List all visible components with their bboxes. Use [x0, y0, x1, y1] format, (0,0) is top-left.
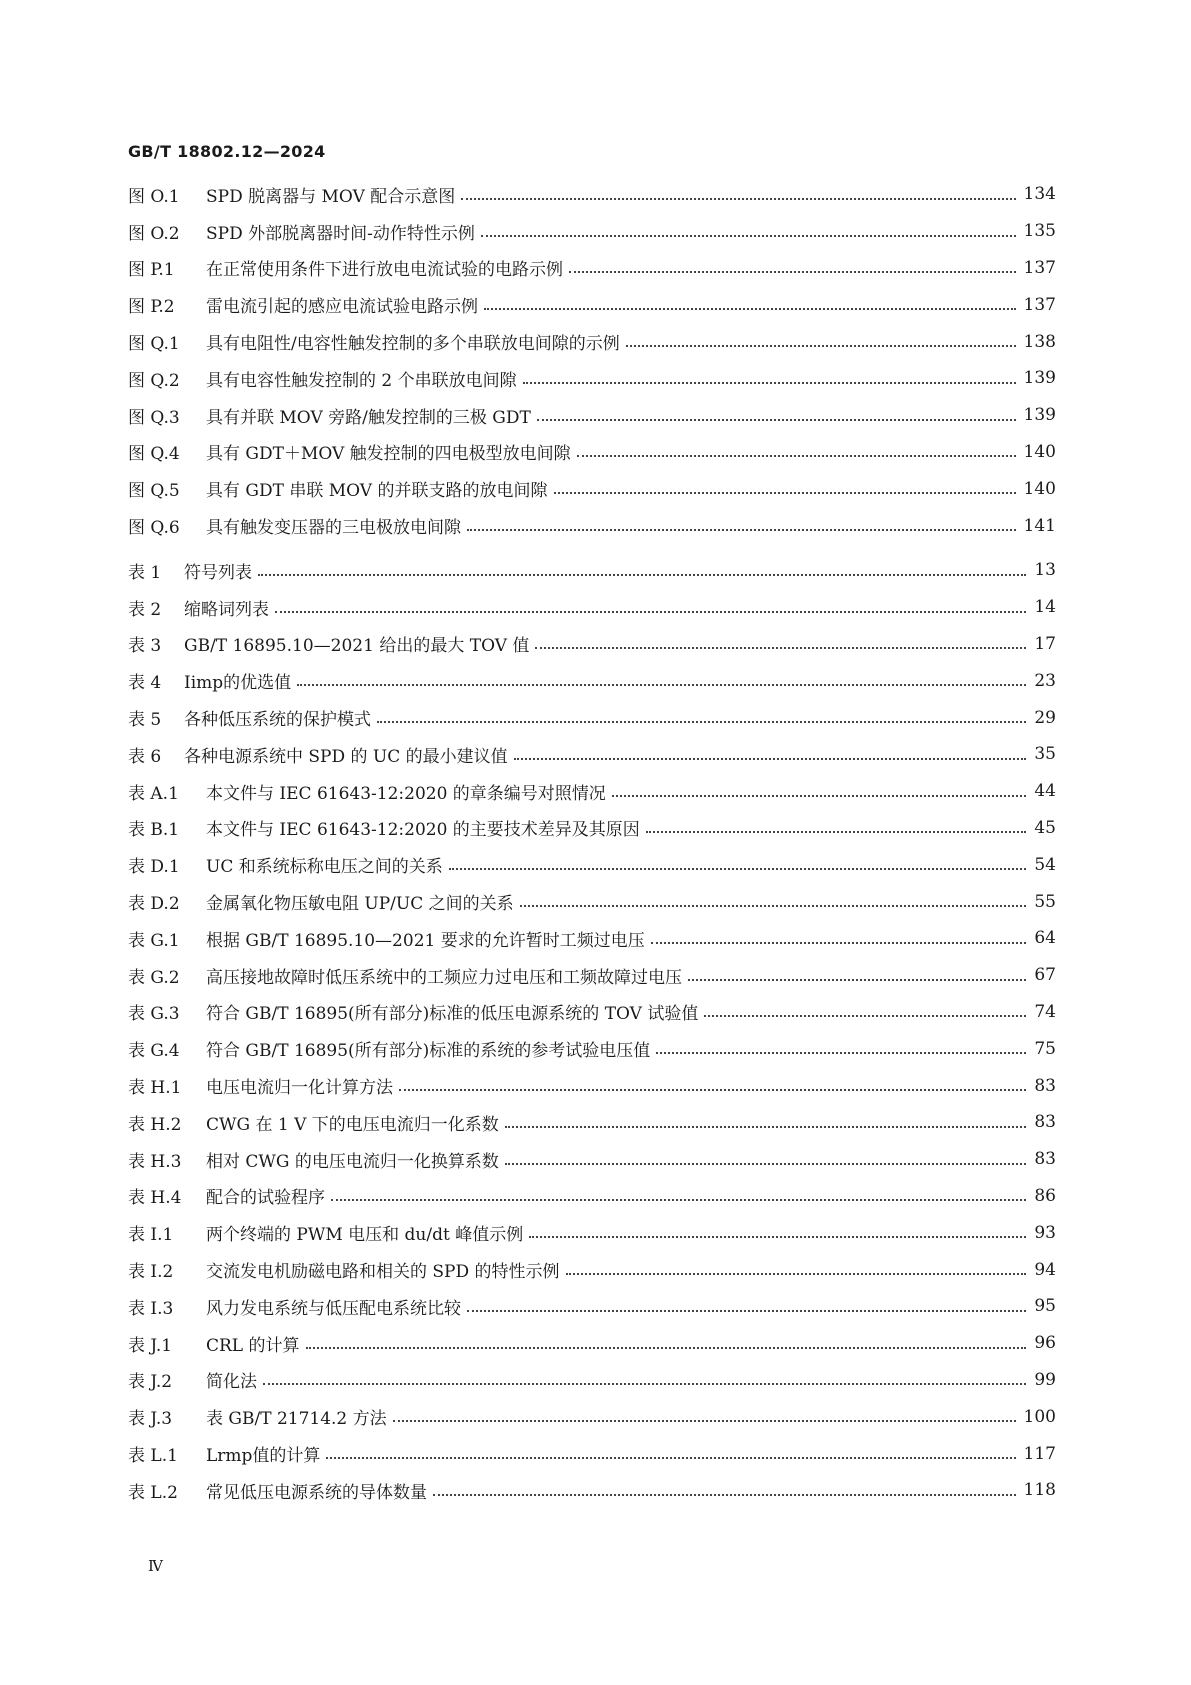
toc-entry-page: 44 — [1034, 781, 1056, 802]
dot-leader — [554, 491, 1016, 494]
dot-leader — [484, 307, 1016, 310]
dot-leader — [331, 1198, 1026, 1201]
dot-leader — [481, 234, 1016, 237]
toc-entry-title: 表 GB/T 21714.2 方法 — [206, 1409, 387, 1430]
toc-entry-page: 94 — [1034, 1259, 1056, 1280]
dot-leader — [461, 197, 1015, 200]
toc-entry-title: 风力发电系统与低压配电系统比较 — [206, 1298, 461, 1319]
toc-entry-page: 54 — [1034, 854, 1056, 875]
toc-entry-page: 93 — [1034, 1222, 1056, 1243]
toc-entry-title: 高压接地故障时低压系统中的工频应力过电压和工频故障过电压 — [206, 967, 682, 988]
toc-entry-label: 表 A.1 — [128, 783, 179, 804]
toc-entry-label: 表 1 — [128, 562, 162, 583]
toc-entry-title: 常见低压电源系统的导体数量 — [206, 1482, 427, 1503]
toc-entry[interactable] — [128, 360, 1056, 397]
dot-leader — [646, 830, 1027, 833]
toc-entry-title: 在正常使用条件下进行放电电流试验的电路示例 — [206, 260, 563, 281]
toc-entry-page: 83 — [1034, 1149, 1056, 1170]
dot-leader — [520, 904, 1027, 907]
toc-entry[interactable] — [128, 1104, 1056, 1141]
toc-entry-label: 表 H.4 — [128, 1188, 182, 1209]
dot-leader — [577, 454, 1016, 457]
toc-entry-label: 图 Q.2 — [128, 370, 180, 391]
toc-entry-title: 两个终端的 PWM 电压和 du/dt 峰值示例 — [206, 1225, 524, 1246]
toc-entry-page: 83 — [1034, 1112, 1056, 1133]
toc-entry-title: Iimp的优选值 — [184, 673, 292, 694]
toc-entry-page: 74 — [1034, 1001, 1056, 1022]
toc-entry[interactable] — [128, 1362, 1056, 1399]
toc-entry-label: 图 P.2 — [128, 297, 175, 318]
toc-entry-label: 表 G.1 — [128, 930, 180, 951]
dot-leader — [467, 528, 1016, 531]
toc-entry-label: 图 O.2 — [128, 223, 180, 244]
toc-entry-label: 表 G.3 — [128, 1004, 180, 1025]
dot-leader — [537, 418, 1016, 421]
toc-entry[interactable] — [128, 286, 1056, 323]
dot-leader — [306, 1346, 1027, 1349]
toc-entry-page: 86 — [1034, 1185, 1056, 1206]
dot-leader — [393, 1419, 1016, 1422]
toc-entry-page: 140 — [1023, 478, 1056, 499]
toc-entry-page: 139 — [1023, 368, 1056, 389]
toc-entry-label: 表 J.3 — [128, 1409, 173, 1430]
toc-entry[interactable] — [128, 1325, 1056, 1362]
dot-leader — [529, 1235, 1026, 1238]
toc-entry-title: UC 和系统标称电压之间的关系 — [206, 857, 443, 878]
toc-entry-title: CWG 在 1 V 下的电压电流归一化系数 — [206, 1114, 499, 1135]
toc-entry[interactable] — [128, 1398, 1056, 1435]
figure-list — [128, 176, 1056, 544]
dot-leader — [467, 1309, 1026, 1312]
toc-entry[interactable] — [128, 920, 1056, 957]
toc-entry-label: 表 H.2 — [128, 1114, 182, 1135]
toc-entry-title: 本文件与 IEC 61643-12:2020 的主要技术差异及其原因 — [206, 820, 640, 841]
toc-entry-label: 图 Q.4 — [128, 444, 180, 465]
toc-entry-page: 135 — [1023, 221, 1056, 242]
toc-entry-label: 图 Q.3 — [128, 407, 180, 428]
toc-entry-label: 图 Q.6 — [128, 518, 180, 539]
toc-entry-label: 表 3 — [128, 636, 162, 657]
toc-entry[interactable] — [128, 773, 1056, 810]
page-number: Ⅳ — [148, 1557, 163, 1575]
toc-entry-page: 96 — [1034, 1333, 1056, 1354]
toc-entry[interactable] — [128, 699, 1056, 736]
toc-entry-title: 各种电源系统中 SPD 的 UC 的最小建议值 — [184, 746, 508, 767]
dot-leader — [523, 381, 1016, 384]
toc-entry-page: 100 — [1023, 1406, 1056, 1427]
dot-leader — [704, 1014, 1026, 1017]
dot-leader — [263, 1382, 1026, 1385]
toc-entry-title: 各种低压系统的保护模式 — [184, 710, 371, 731]
toc-entry-page: 118 — [1023, 1480, 1056, 1501]
toc-entry-label: 表 I.1 — [128, 1225, 174, 1246]
toc-entry-page: 45 — [1034, 817, 1056, 838]
toc-entry-label: 表 G.4 — [128, 1041, 180, 1062]
toc-entry-page: 117 — [1023, 1443, 1056, 1464]
toc-entry[interactable] — [128, 1141, 1056, 1178]
toc-entry-page: 83 — [1034, 1075, 1056, 1096]
toc-entry-title: 交流发电机励磁电路和相关的 SPD 的特性示例 — [206, 1262, 560, 1283]
dot-leader — [535, 646, 1026, 649]
toc-entry[interactable] — [128, 662, 1056, 699]
toc-entry-label: 图 Q.1 — [128, 334, 180, 355]
toc-entry[interactable] — [128, 1030, 1056, 1067]
toc-entry-title: 本文件与 IEC 61643-12:2020 的章条编号对照情况 — [206, 783, 606, 804]
toc-entry[interactable] — [128, 470, 1056, 507]
toc-entry[interactable] — [128, 1288, 1056, 1325]
toc-entry-label: 表 G.2 — [128, 967, 180, 988]
toc-entry-title: 具有 GDT 串联 MOV 的并联支路的放电间隙 — [206, 481, 548, 502]
toc-entry-page: 138 — [1023, 331, 1056, 352]
toc-entry-page: 134 — [1023, 184, 1056, 205]
dot-leader — [275, 610, 1026, 613]
toc-entry-label: 表 H.1 — [128, 1078, 182, 1099]
dot-leader — [569, 270, 1016, 273]
toc-entry[interactable] — [128, 507, 1056, 544]
toc-entry-page: 17 — [1034, 633, 1056, 654]
toc-entry[interactable] — [128, 434, 1056, 471]
toc-entry[interactable] — [128, 994, 1056, 1031]
toc-entry-title: 缩略词列表 — [184, 599, 269, 620]
toc-entry-title: 金属氧化物压敏电阻 UP/UC 之间的关系 — [206, 894, 514, 915]
toc-entry-title: 简化法 — [206, 1372, 257, 1393]
dot-leader — [433, 1493, 1016, 1496]
toc-entry-label: 表 D.1 — [128, 857, 180, 878]
dot-leader — [505, 1162, 1026, 1165]
dot-leader — [399, 1088, 1026, 1091]
toc-entry-page: 137 — [1023, 257, 1056, 278]
toc-entry-page: 99 — [1034, 1369, 1056, 1390]
dot-leader — [297, 683, 1026, 686]
toc-entry-title: 相对 CWG 的电压电流归一化换算系数 — [206, 1151, 499, 1172]
toc-entry-page: 29 — [1034, 707, 1056, 728]
toc-entry[interactable] — [128, 1178, 1056, 1215]
toc-entry-label: 图 O.1 — [128, 186, 180, 207]
toc-entry-title: CRL 的计算 — [206, 1335, 300, 1356]
toc-entry-label: 表 L.1 — [128, 1446, 178, 1467]
toc-entry-title: 具有并联 MOV 旁路/触发控制的三极 GDT — [206, 407, 531, 428]
toc-entry-page: 55 — [1034, 891, 1056, 912]
toc-entry-label: 表 5 — [128, 710, 162, 731]
toc-entry-label: 表 J.1 — [128, 1335, 173, 1356]
dot-leader — [514, 757, 1027, 760]
dot-leader — [566, 1272, 1027, 1275]
toc-entry[interactable] — [128, 589, 1056, 626]
dot-leader — [612, 794, 1027, 797]
toc-entry-title: 符号列表 — [184, 562, 252, 583]
toc-entry-label: 表 I.3 — [128, 1298, 174, 1319]
toc-entry-title: SPD 脱离器与 MOV 配合示意图 — [206, 186, 456, 207]
toc-entry[interactable] — [128, 397, 1056, 434]
toc-entry-title: 符合 GB/T 16895(所有部分)标准的低压电源系统的 TOV 试验值 — [206, 1004, 699, 1025]
toc-entry[interactable] — [128, 846, 1056, 883]
toc-entry-title: 配合的试验程序 — [206, 1188, 325, 1209]
toc-entry-label: 表 2 — [128, 599, 162, 620]
toc-entry[interactable] — [128, 552, 1056, 589]
document-header: GB/T 18802.12—2024 — [128, 142, 326, 161]
dot-leader — [449, 867, 1027, 870]
dot-leader — [656, 1051, 1026, 1054]
dot-leader — [258, 573, 1026, 576]
toc-entry-page: 67 — [1034, 965, 1056, 986]
toc-entry[interactable] — [128, 883, 1056, 920]
toc-entry-page: 139 — [1023, 405, 1056, 426]
dot-leader — [688, 978, 1026, 981]
toc-entry[interactable] — [128, 626, 1056, 663]
toc-entry[interactable] — [128, 1435, 1056, 1472]
dot-leader — [626, 344, 1016, 347]
toc-entry[interactable] — [128, 957, 1056, 994]
toc-entry-title: Lrmp值的计算 — [206, 1446, 321, 1467]
toc-entry-title: 电压电流归一化计算方法 — [206, 1078, 393, 1099]
toc-entry[interactable] — [128, 176, 1056, 213]
dot-leader — [377, 720, 1026, 723]
toc-entry-title: 根据 GB/T 16895.10—2021 要求的允许暂时工频过电压 — [206, 930, 645, 951]
toc-entry-label: 表 D.2 — [128, 894, 180, 915]
toc-entry-page: 35 — [1034, 744, 1056, 765]
toc-entry[interactable] — [128, 250, 1056, 287]
toc-entry-label: 图 Q.5 — [128, 481, 180, 502]
toc-entry-title: 雷电流引起的感应电流试验电路示例 — [206, 297, 478, 318]
toc-entry-label: 表 L.2 — [128, 1482, 178, 1503]
toc-entry[interactable] — [128, 323, 1056, 360]
toc-entry[interactable] — [128, 1214, 1056, 1251]
toc-entry-title: SPD 外部脱离器时间-动作特性示例 — [206, 223, 475, 244]
dot-leader — [651, 941, 1027, 944]
toc-entry-page: 141 — [1023, 515, 1056, 536]
toc-entry-title: 符合 GB/T 16895(所有部分)标准的系统的参考试验电压值 — [206, 1041, 651, 1062]
toc-entry-page: 140 — [1023, 441, 1056, 462]
toc-entry[interactable] — [128, 213, 1056, 250]
toc-entry-page: 64 — [1034, 928, 1056, 949]
toc-entry-title: GB/T 16895.10—2021 给出的最大 TOV 值 — [184, 636, 530, 657]
dot-leader — [326, 1456, 1015, 1459]
toc-entry-page: 13 — [1034, 560, 1056, 581]
toc-entry-label: 表 6 — [128, 746, 162, 767]
toc-entry-label: 图 P.1 — [128, 260, 175, 281]
toc-entry[interactable] — [128, 1251, 1056, 1288]
toc-entry-page: 14 — [1034, 597, 1056, 618]
toc-entry[interactable] — [128, 810, 1056, 847]
toc-entry-label: 表 H.3 — [128, 1151, 182, 1172]
toc-entry[interactable] — [128, 1067, 1056, 1104]
toc-entry-label: 表 I.2 — [128, 1262, 174, 1283]
toc-entry-page: 75 — [1034, 1038, 1056, 1059]
toc-entry[interactable] — [128, 1472, 1056, 1509]
dot-leader — [505, 1125, 1027, 1128]
toc-entry-title: 具有电容性触发控制的 2 个串联放电间隙 — [206, 370, 517, 391]
toc-entry-label: 表 B.1 — [128, 820, 180, 841]
toc-entry-title: 具有触发变压器的三电极放电间隙 — [206, 518, 461, 539]
toc-entry-page: 95 — [1034, 1296, 1056, 1317]
toc-entry-page: 23 — [1034, 670, 1056, 691]
table-list — [128, 552, 1056, 1509]
toc-entry-label: 表 J.2 — [128, 1372, 173, 1393]
toc-entry[interactable] — [128, 736, 1056, 773]
toc-entry-label: 表 4 — [128, 673, 162, 694]
toc-entry-title: 具有 GDT＋MOV 触发控制的四电极型放电间隙 — [206, 444, 571, 465]
toc-entry-title: 具有电阻性/电容性触发控制的多个串联放电间隙的示例 — [206, 334, 620, 355]
toc-entry-page: 137 — [1023, 294, 1056, 315]
